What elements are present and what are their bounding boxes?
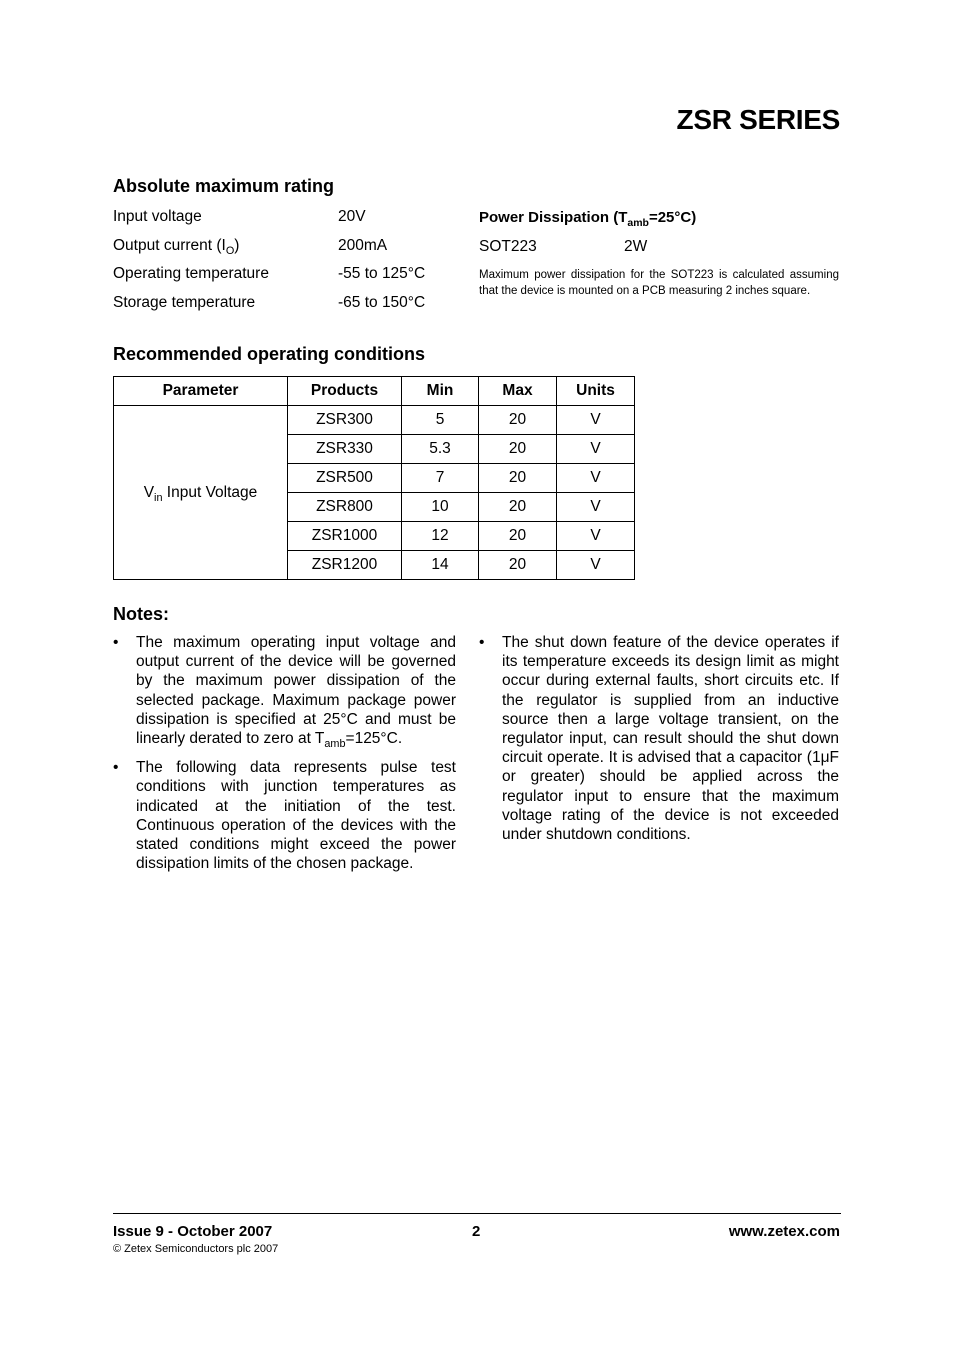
units-cell: V <box>557 493 635 522</box>
notes-heading: Notes: <box>113 604 170 624</box>
max-cell: 20 <box>479 406 557 435</box>
bullet-icon: • <box>479 634 485 651</box>
note-item: • The maximum operating input voltage and output current of the device will be governed by the maximum power dissipation of the selected package. Maximum package power dissipation is specified at 25°C and must be linearly derated to zero at $T_{amb}=125^\circ C$. <box>113 634 456 751</box>
col-header-products: Products <box>288 377 402 406</box>
bullet-icon: • <box>113 759 119 777</box>
product-cell: ZSR800 <box>288 493 402 522</box>
footer-rule <box>113 1213 841 1214</box>
product-cell: ZSR1200 <box>288 551 402 580</box>
bullet-icon: • <box>113 634 119 651</box>
notes-left-column <box>113 633 456 883</box>
abs-max-label-storage-temperature: Storage temperature <box>113 294 256 311</box>
max-cell: 20 <box>479 464 557 493</box>
units-cell: V <box>557 551 635 580</box>
note-item: • The following data represents pulse test conditions with junction temperatures as indicated at the initiation of the test. Continuous operation of the devices with the stated conditions might exceed the power dissipation limits of the chosen package. <box>113 759 456 873</box>
note-item: • The shut down feature of the device operates if its temperature exceeds its design limit as might occur during external faults, short circuits etc. If the regulator is supplied from an inductive source then a large voltage transient, on the regulator input, can result should the shut down circuit operate. It is advised that a capacitor (1μF or greater) should be applied across the regulator input to ensure that the maximum voltage rating of the device is not exceeded under shutdown conditions. <box>479 634 839 844</box>
abs-max-value-input-voltage: 20V <box>338 208 366 225</box>
footer-copyright: © Zetex Semiconductors plc 2007 <box>113 1243 279 1255</box>
power-dissipation-title: Power Dissipation $(T_{amb}=25^\circ C)$ <box>479 209 697 229</box>
min-cell: 14 <box>402 551 479 580</box>
min-cell: 5.3 <box>402 435 479 464</box>
min-cell: 10 <box>402 493 479 522</box>
units-cell: V <box>557 522 635 551</box>
abs-max-label-input-voltage: Input voltage <box>113 208 202 225</box>
col-header-parameter: Parameter <box>114 377 288 406</box>
col-header-units: Units <box>557 377 635 406</box>
product-cell: ZSR330 <box>288 435 402 464</box>
min-cell: 12 <box>402 522 479 551</box>
power-dissipation-package: SOT223 <box>479 238 537 255</box>
power-dissipation-note: Maximum power dissipation for the SOT223 is calculated assuming that the device is mounted on a PCB measuring 2 inches square. <box>479 269 839 297</box>
table-row <box>114 406 635 435</box>
notes-right-column <box>479 633 839 854</box>
abs-max-value-output-current: 200mA <box>338 237 388 254</box>
max-cell: 20 <box>479 435 557 464</box>
recommended-heading: Recommended operating conditions <box>113 344 426 364</box>
min-cell: 7 <box>402 464 479 493</box>
recommended-conditions-table <box>113 376 635 580</box>
units-cell: V <box>557 464 635 493</box>
table-header-row <box>114 377 635 406</box>
abs-max-value-storage-temperature: -65 to 150°C <box>338 294 426 311</box>
power-dissipation-value: 2W <box>624 238 648 255</box>
parameter-cell: $V_{in}$ Input Voltage <box>114 406 288 580</box>
units-cell: V <box>557 406 635 435</box>
abs-max-label-output-current: Output current $(I_O)$ <box>113 237 240 257</box>
footer-website[interactable]: www.zetex.com <box>728 1223 840 1240</box>
abs-max-label-operating-temperature: Operating temperature <box>113 265 269 282</box>
col-header-min: Min <box>402 377 479 406</box>
absolute-max-heading: Absolute maximum rating <box>113 176 335 196</box>
product-cell: ZSR500 <box>288 464 402 493</box>
product-cell: ZSR1000 <box>288 522 402 551</box>
abs-max-value-operating-temperature: -55 to 125°C <box>338 265 426 282</box>
max-cell: 20 <box>479 551 557 580</box>
footer-issue: Issue 9 - October 2007 <box>113 1223 273 1240</box>
min-cell: 5 <box>402 406 479 435</box>
product-cell: ZSR300 <box>288 406 402 435</box>
max-cell: 20 <box>479 522 557 551</box>
series-title: ZSR SERIES <box>676 104 840 135</box>
col-header-max: Max <box>479 377 557 406</box>
footer-page-number: 2 <box>472 1223 481 1240</box>
max-cell: 20 <box>479 493 557 522</box>
units-cell: V <box>557 435 635 464</box>
